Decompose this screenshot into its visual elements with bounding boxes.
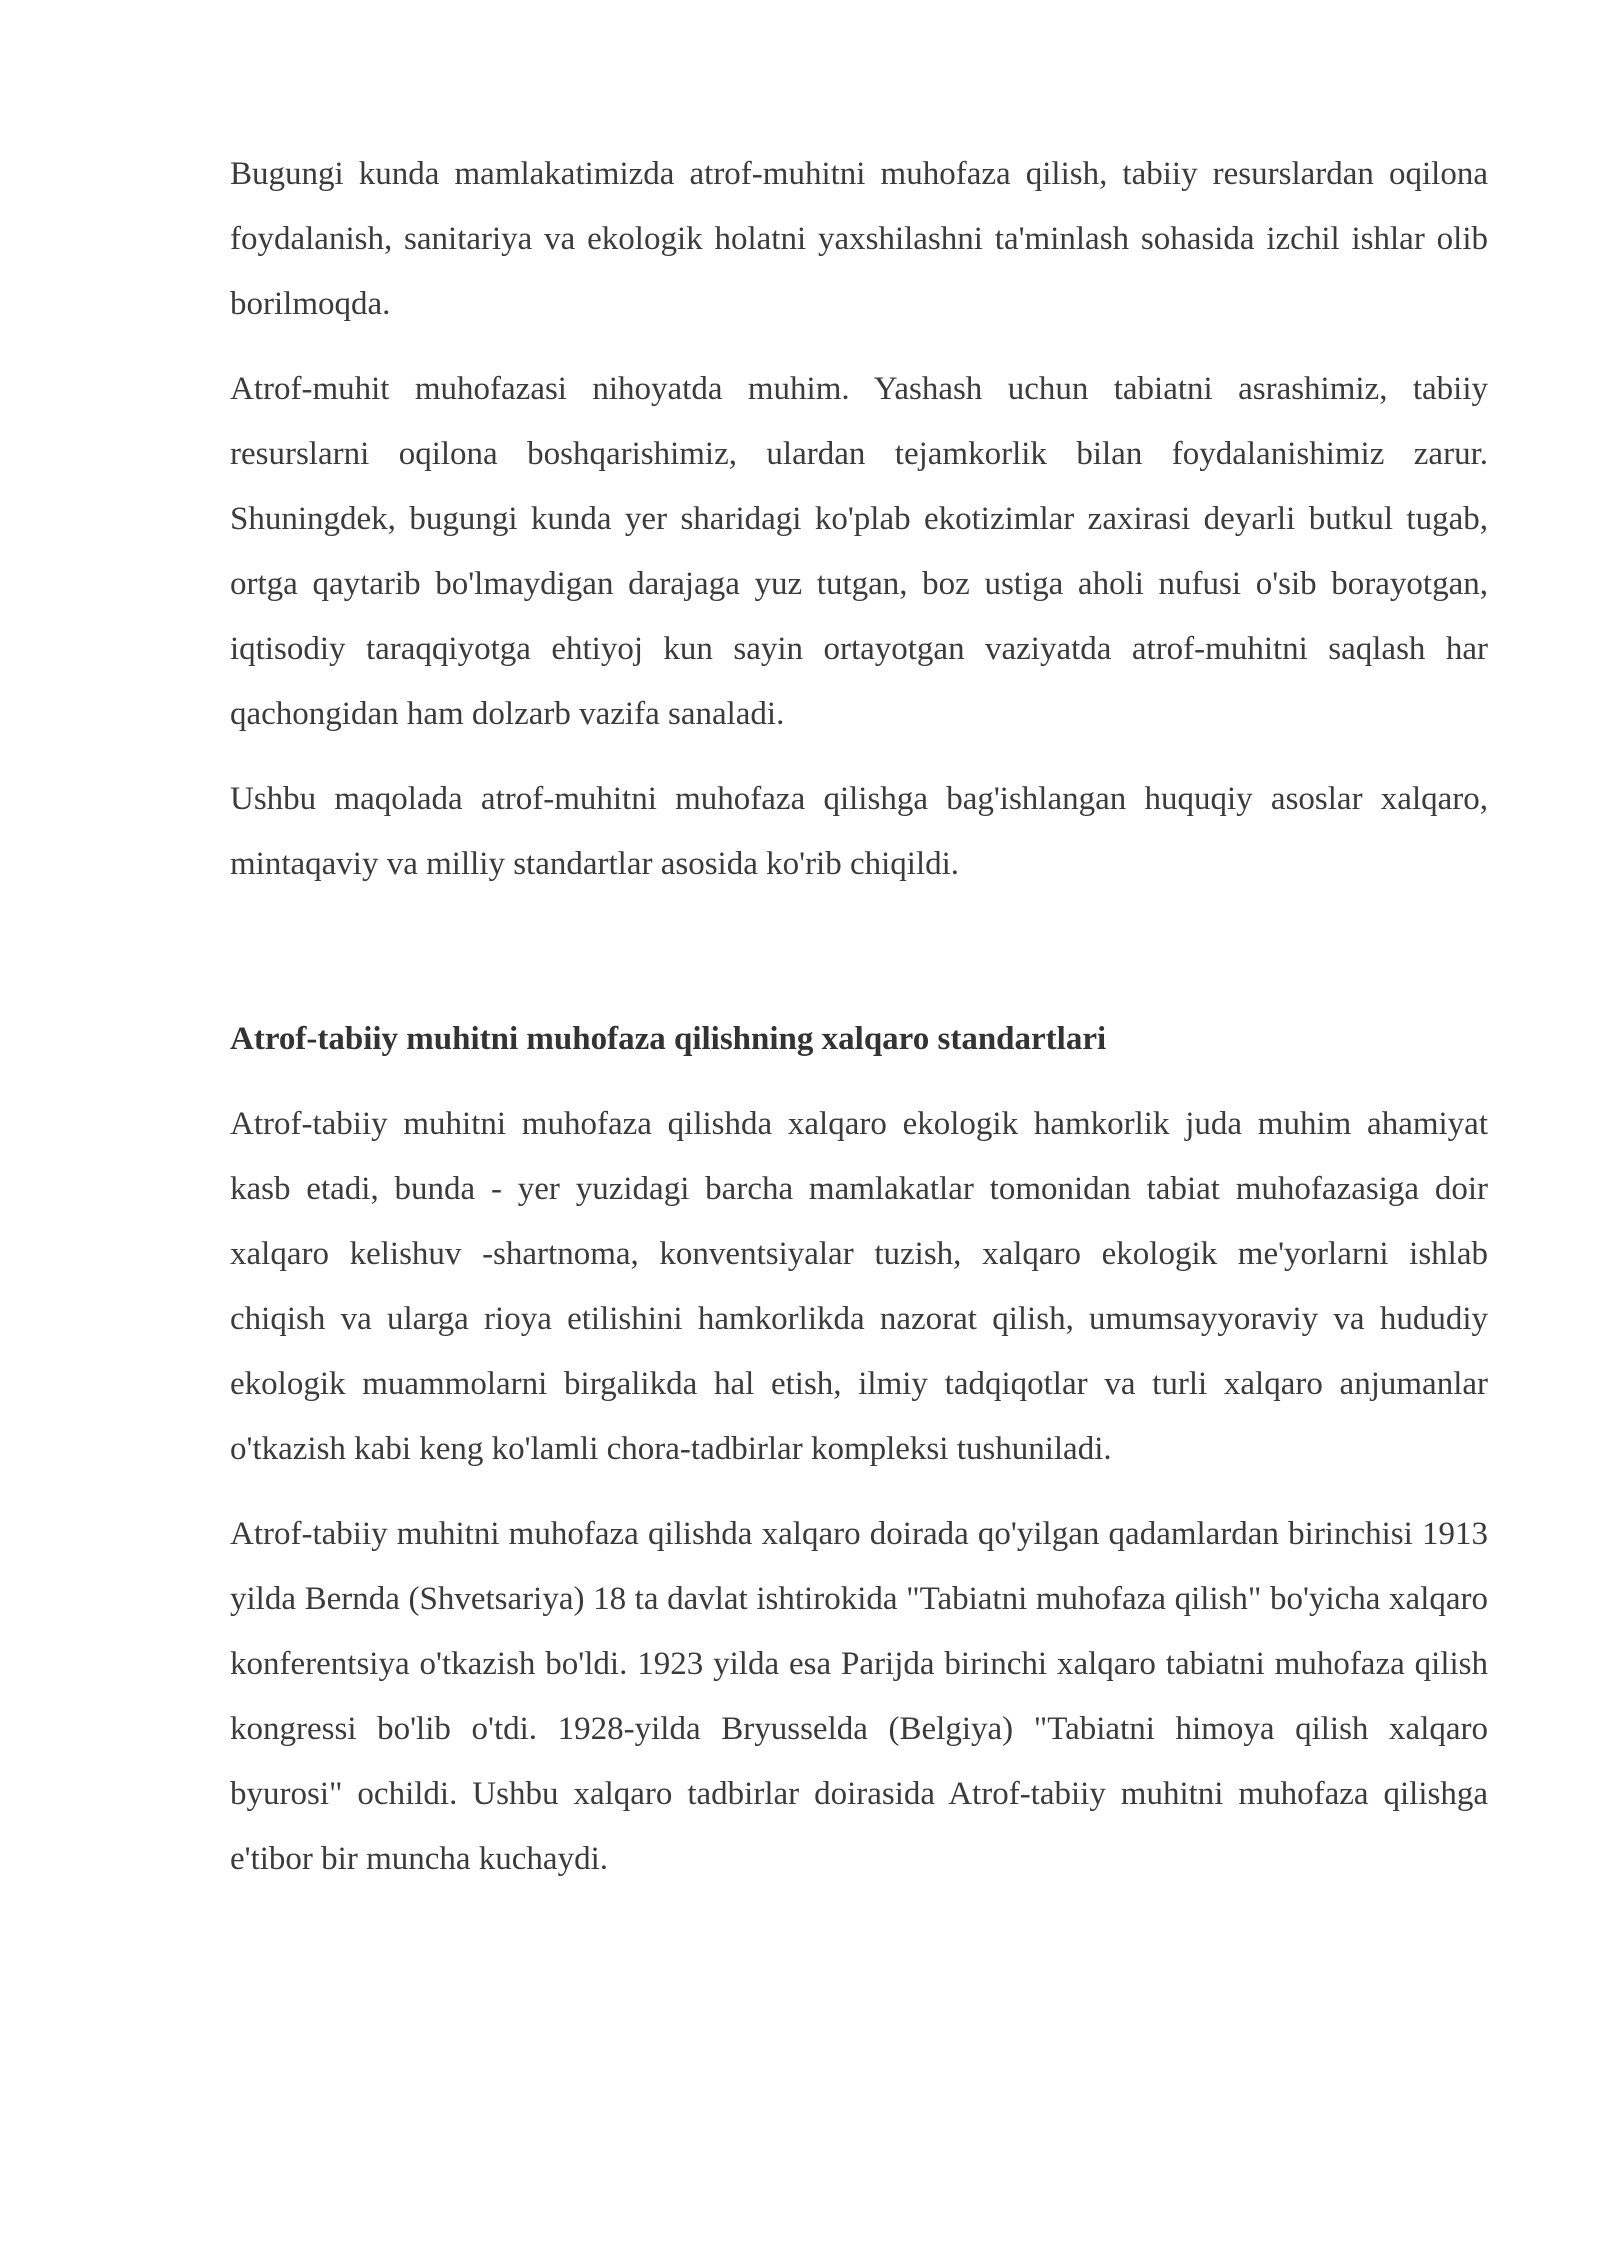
section-paragraph-1: Atrof-tabiiy muhitni muhofaza qilishda xalqaro ekologik hamkorlik juda muhim ahamiyat kasb etadi, bunda - yer yuzidagi barcha mamlakatlar tomonidan tabiat muhofazasiga doir xalqaro kelishuv -shartnoma, konventsiyalar tuzish, xalqaro ekologik me'yorlarni ishlab chiqish va ularga rioya etilishini hamkorlikda nazorat qilish, umumsayyoraviy va hududiy ekologik muammolarni birgalikda hal etish, ilmiy tadqiqotlar va turli xalqaro anjumanlar o'tkazish kabi keng ko'lamli chora-tadbirlar kompleksi tushuniladi.	[230, 1106, 1488, 1467]
section-spacer	[230, 917, 1488, 1007]
document-page	[230, 142, 1488, 1912]
intro-paragraph-1: Bugungi kunda mamlakatimizda atrof-muhitni muhofaza qilish, tabiiy resurslardan oqilona foydalanish, sanitariya va ekologik holatni yaxshilashni ta'minlash sohasida izchil ishlar olib borilmoqda.	[230, 156, 1488, 322]
intro-paragraph-3: Ushbu maqolada atrof-muhitni muhofaza qilishga bag'ishlangan huquqiy asoslar xalqaro, mintaqaviy va milliy standartlar asosida ko'rib chiqildi.	[230, 781, 1488, 882]
section-paragraph-2: Atrof-tabiiy muhitni muhofaza qilishda xalqaro doirada qo'yilgan qadamlardan birinchisi 1913 yilda Bernda (Shvetsariya) 18 ta davlat ishtirokida "Tabiatni muhofaza qilish" bo'yicha xalqaro konferentsiya o'tkazish bo'ldi. 1923 yilda esa Parijda birinchi xalqaro tabiatni muhofaza qilish kongressi bo'lib o'tdi. 1928-yilda Bryusselda (Belgiya) "Tabiatni himoya qilish xalqaro byurosi" ochildi. Ushbu xalqaro tadbirlar doirasida Atrof-tabiiy muhitni muhofaza qilishga e'tibor bir muncha kuchaydi.	[230, 1516, 1488, 1877]
intro-paragraph-2: Atrof-muhit muhofazasi nihoyatda muhim. Yashash uchun tabiatni asrashimiz, tabiiy resurslarni oqilona boshqarishimiz, ulardan tejamkorlik bilan foydalanishimiz zarur. Shuningdek, bugungi kunda yer sharidagi ko'plab ekotizimlar zaxirasi deyarli butkul tugab, ortga qaytarib bo'lmaydigan darajaga yuz tutgan, boz ustiga aholi nufusi o'sib borayotgan, iqtisodiy taraqqiyotga ehtiyoj kun sayin ortayotgan vaziyatda atrof-muhitni saqlash har qachongidan ham dolzarb vazifa sanaladi.	[230, 371, 1488, 732]
section-heading: Atrof-tabiiy muhitni muhofaza qilishning xalqaro standartlari	[230, 1021, 1107, 1057]
